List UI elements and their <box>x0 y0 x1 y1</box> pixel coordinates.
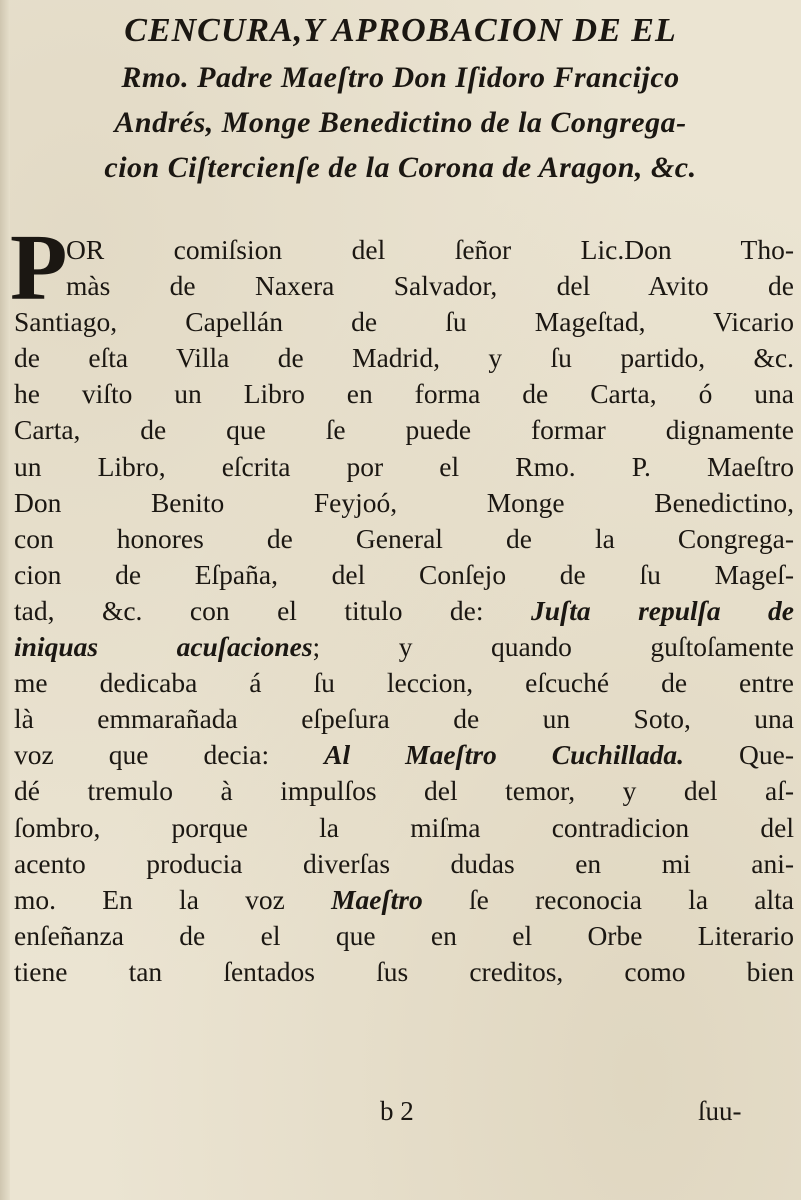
text-line <box>14 304 794 340</box>
line-text: con honores de General de la Congrega- <box>14 522 794 554</box>
text-line <box>14 846 794 882</box>
text-line <box>14 593 794 629</box>
line-text: Que- <box>684 739 794 771</box>
line-text: acento producia diverſas dudas en mi ani- <box>14 847 794 879</box>
text-line <box>14 773 794 809</box>
body-text <box>14 232 794 990</box>
text-line <box>14 376 794 412</box>
line-text: un Libro, eſcrita por el Rmo. P. Maeſtro <box>14 450 794 482</box>
line-text: voz que decia: <box>14 739 325 771</box>
heading-line-2: Rmo. Padre Maeſtro Don Iſidoro Francijco <box>121 61 680 94</box>
text-line <box>14 412 794 448</box>
line-text: Don Benito Feyjoó, Monge Benedictino, <box>14 486 794 518</box>
line-text: mo. En la voz <box>14 883 332 915</box>
text-line <box>14 810 794 846</box>
line-text: me dedicaba á ſu leccion, eſcuché de entre <box>14 667 794 699</box>
italic-phrase: iniquas acuſaciones <box>14 631 313 663</box>
text-line <box>14 882 794 918</box>
text-line <box>14 665 794 701</box>
text-line <box>14 737 794 773</box>
line-text: de eſta Villa de Madrid, y ſu partido, &c. <box>14 342 794 374</box>
line-text: cion de Eſpaña, del Conſejo de ſu Mageſ- <box>14 558 794 590</box>
text-line <box>14 521 794 557</box>
line-text: ; y quando guſtoſamente <box>312 631 794 663</box>
heading-line-3: Andrés, Monge Benedictino de la Congrega- <box>114 106 687 139</box>
line-text: ſe reconocia la alta <box>422 883 794 915</box>
line-text: Santiago, Capellán de ſu Mageſtad, Vicario <box>14 306 794 338</box>
signature-mark: b 2 <box>380 1096 414 1126</box>
line-text: OR comiſsion del ſeñor Lic.Don Tho- <box>66 234 794 265</box>
heading-line-4: cion Ciſtercienſe de la Corona de Aragon, &c. <box>104 151 697 184</box>
line-text: he viſto un Libro en forma de Carta, ó una <box>14 378 794 410</box>
line-text: Carta, de que ſe puede formar dignamente <box>14 414 794 446</box>
text-line <box>14 918 794 954</box>
text-line <box>14 449 794 485</box>
line-text: dé tremulo à impulſos del temor, y del aſ- <box>14 775 794 807</box>
text-line <box>14 268 794 304</box>
line-text: tiene tan ſentados ſus creditos, como bien <box>14 955 794 987</box>
catchword: ſuu- <box>698 1096 742 1126</box>
line-text: ſombro, porque la miſma contradicion del <box>14 811 794 843</box>
text-line <box>14 954 794 990</box>
italic-phrase: Maeſtro <box>331 883 423 915</box>
text-line <box>14 340 794 376</box>
line-text: màs de Naxera Salvador, del Avito de <box>66 270 794 302</box>
text-line <box>14 629 794 665</box>
text-line <box>14 485 794 521</box>
line-text: enſeñanza de el que en el Orbe Literario <box>14 919 794 951</box>
italic-phrase: Al Maeſtro Cuchillada. <box>324 739 684 771</box>
text-line <box>14 232 794 268</box>
heading-line-1: CENCURA,Y APROBACION DE EL <box>124 12 677 49</box>
italic-phrase: Juſta repulſa de <box>531 594 794 626</box>
page-heading <box>0 14 801 198</box>
line-text: tad, &c. con el titulo de: <box>14 594 531 626</box>
text-line <box>14 557 794 593</box>
line-text: là emmarañada eſpeſura de un Soto, una <box>14 703 794 735</box>
drop-cap: P <box>10 216 68 320</box>
text-line <box>14 701 794 737</box>
